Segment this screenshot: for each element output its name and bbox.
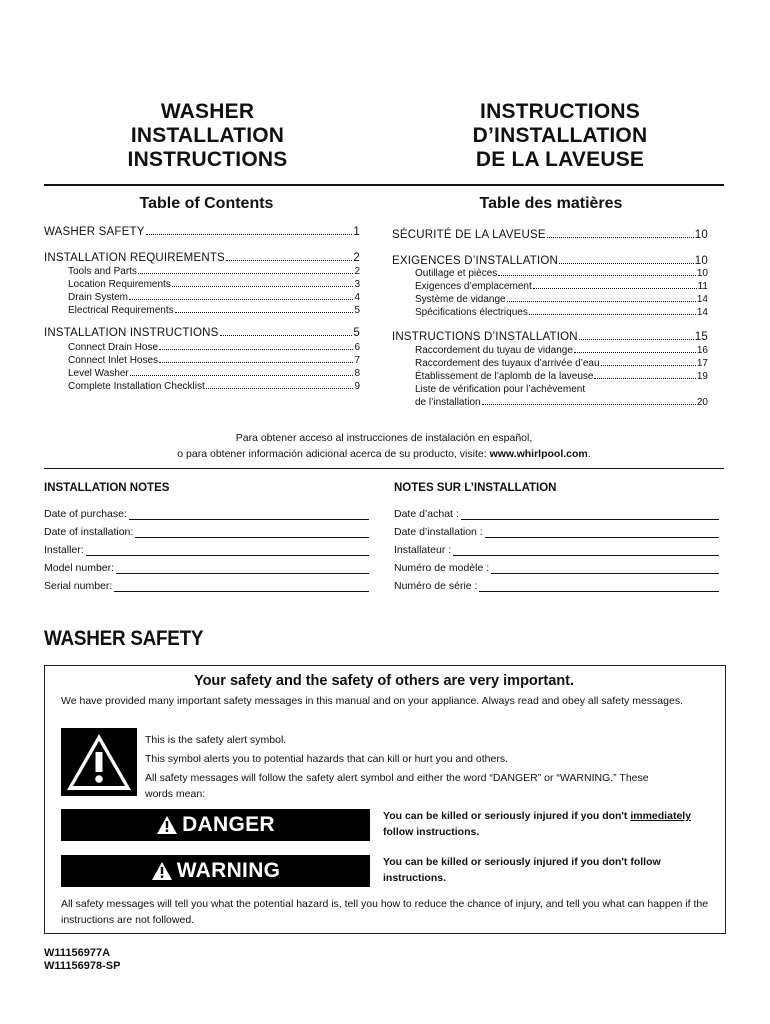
toc-entry-label: Tools and Parts xyxy=(68,266,137,277)
toc-subentry[interactable] xyxy=(415,281,708,292)
note-field-line xyxy=(116,563,369,574)
toc-entry-label: INSTALLATION INSTRUCTIONS xyxy=(44,327,219,339)
note-field[interactable] xyxy=(394,508,719,520)
toc-entry-label: Liste de vérification pour l’achèvement xyxy=(415,384,586,395)
note-field[interactable] xyxy=(44,544,369,556)
toc-entry-page: 10 xyxy=(694,229,708,241)
toc-entry-label: INSTALLATION REQUIREMENTS xyxy=(44,252,225,264)
toc-heading-en: Table of Contents xyxy=(139,195,274,212)
toc-entry-page: 20 xyxy=(696,397,708,408)
toc-entry-label: Raccordement du tuyau de vidange xyxy=(415,345,573,356)
note-field-line xyxy=(491,563,719,574)
toc-entry-page: 9 xyxy=(354,381,360,392)
toc-entry-page: 6 xyxy=(354,342,360,353)
toc-subentry[interactable] xyxy=(68,279,360,290)
installation-notes-heading-fr: NOTES SUR L’INSTALLATION xyxy=(394,482,557,494)
toc-entry-page: 19 xyxy=(696,371,708,382)
note-field-label: Date d’achat : xyxy=(394,508,459,520)
toc-entry[interactable] xyxy=(44,327,360,339)
danger-text-part: You can be killed or seriously injured if you don't xyxy=(383,810,631,822)
note-field[interactable] xyxy=(394,526,719,538)
toc-subentry[interactable] xyxy=(68,355,360,366)
note-field-label: Installateur : xyxy=(394,544,452,556)
toc-entry[interactable] xyxy=(44,226,360,238)
alert-line: This symbol alerts you to potential hazards that can kill or hurt you and others. xyxy=(145,753,509,765)
note-field-line xyxy=(485,527,719,538)
toc-entry-page: 17 xyxy=(696,358,708,369)
document-code: W11156978-SP xyxy=(44,960,121,972)
danger-label xyxy=(61,809,370,841)
toc-entry-page: 5 xyxy=(353,327,360,339)
whirlpool-link[interactable]: www.whirlpool.com xyxy=(489,448,588,460)
toc-subentry[interactable] xyxy=(415,371,708,382)
safety-box-heading: Your safety and the safety of others are very important. xyxy=(193,673,575,689)
toc-entry-page: 8 xyxy=(354,368,360,379)
title-fr-line: D’INSTALLATION xyxy=(472,124,648,147)
toc-entry-page: 3 xyxy=(354,279,360,290)
title-en xyxy=(90,100,325,172)
toc-subentry[interactable] xyxy=(68,368,360,379)
alert-line: All safety messages will follow the safety alert symbol and either the word “DANGER” or “WARNING.” These words mean: xyxy=(145,772,649,800)
toc-subentry[interactable] xyxy=(415,384,708,395)
title-en-line: WASHER xyxy=(160,100,255,123)
note-field[interactable] xyxy=(44,508,369,520)
title-en-line: INSTRUCTIONS xyxy=(127,148,288,171)
document-codes xyxy=(44,947,120,973)
toc-entry-page: 10 xyxy=(694,255,708,267)
note-field[interactable] xyxy=(394,562,719,574)
safety-alert-triangle-icon xyxy=(61,728,137,796)
toc-entry-label: Connect Drain Hose xyxy=(68,342,159,353)
toc-entry-page: 2 xyxy=(354,266,360,277)
toc-subentry[interactable] xyxy=(415,358,708,369)
toc-heading-fr: Table des matières xyxy=(479,195,623,212)
toc-subentry[interactable] xyxy=(68,266,360,277)
note-field-label: Model number: xyxy=(44,562,115,574)
note-field-line xyxy=(86,545,369,556)
note-field-label: Date d’installation : xyxy=(394,526,483,538)
washer-safety-title: WASHER SAFETY xyxy=(44,627,204,650)
toc-entry-label: Electrical Requirements xyxy=(68,305,174,316)
safety-alert-symbol xyxy=(61,728,137,796)
toc-entry-page: 7 xyxy=(354,355,360,366)
toc-entry-label: Location Requirements xyxy=(68,279,171,290)
note-field-line xyxy=(135,527,369,538)
toc-subentry[interactable] xyxy=(415,307,708,318)
top-divider xyxy=(44,184,724,186)
warning-alert-icon xyxy=(151,861,173,881)
toc-entry[interactable] xyxy=(44,252,360,264)
toc-entry-label: de l’installation xyxy=(415,397,481,408)
toc-entry-page: 16 xyxy=(696,345,708,356)
note-field-line xyxy=(129,509,369,520)
toc-entry[interactable] xyxy=(392,229,708,241)
spanish-note-period: . xyxy=(587,448,591,460)
toc-subentry[interactable] xyxy=(68,305,360,316)
warning-label xyxy=(61,855,370,887)
note-field-line xyxy=(479,581,719,592)
installation-notes-heading: INSTALLATION NOTES xyxy=(44,482,170,494)
toc-subentry[interactable] xyxy=(68,381,360,392)
toc-entry[interactable] xyxy=(392,255,708,267)
note-field-label: Installer: xyxy=(44,544,84,556)
warning-text: You can be killed or seriously injured if you don't follow instructions. xyxy=(383,856,661,884)
safety-footer: All safety messages will tell you what the potential hazard is, tell you how to reduce the chance of injury, and tell you what can happen if the instructions are not followed. xyxy=(61,898,709,926)
toc-entry-label: Level Washer xyxy=(68,368,129,379)
toc-subentry[interactable] xyxy=(415,268,708,279)
toc-entry-label: EXIGENCES D’INSTALLATION xyxy=(392,255,559,267)
document-code: W11156977A xyxy=(44,947,111,959)
spanish-note-line2 xyxy=(44,446,724,462)
toc-entry-label: Établissement de l’aplomb de la laveuse xyxy=(415,371,594,382)
danger-text xyxy=(383,808,718,840)
danger-word: DANGER xyxy=(182,813,275,836)
toc-subentry[interactable] xyxy=(68,342,360,353)
toc-entry-label: INSTRUCTIONS D’INSTALLATION xyxy=(392,331,578,343)
note-field[interactable] xyxy=(394,580,719,592)
toc-entry-label: Complete Installation Checklist xyxy=(68,381,205,392)
danger-text-part: follow instructions. xyxy=(383,826,480,838)
toc-entry-label: WASHER SAFETY xyxy=(44,226,145,238)
note-field-label: Serial number: xyxy=(44,580,113,592)
note-field-label: Date of installation: xyxy=(44,526,134,538)
toc-entry-page: 14 xyxy=(696,307,708,318)
note-field[interactable] xyxy=(44,526,369,538)
toc-entry-label: Raccordement des tuyaux d’arrivée d’eau xyxy=(415,358,600,369)
notes-divider xyxy=(44,468,724,469)
toc-entry-label: Outillage et pièces xyxy=(415,268,498,279)
note-field[interactable] xyxy=(44,580,369,592)
toc-entry-page: 2 xyxy=(353,252,360,264)
title-fr-line: INSTRUCTIONS xyxy=(480,100,640,123)
spanish-note-line1: Para obtener acceso al instrucciones de instalación en español, xyxy=(235,432,533,444)
toc-entry-label: Exigences d’emplacement xyxy=(415,281,532,292)
note-field-line xyxy=(453,545,719,556)
note-field-label: Numéro de modèle : xyxy=(394,562,490,574)
note-field-label: Numéro de série : xyxy=(394,580,478,592)
title-fr xyxy=(440,100,680,172)
title-fr-line: DE LA LAVEUSE xyxy=(475,148,645,171)
toc-entry-page: 4 xyxy=(354,292,360,303)
toc-subentry[interactable] xyxy=(415,294,708,305)
toc-entry-page: 15 xyxy=(694,331,708,343)
toc-entry-page: 11 xyxy=(697,281,708,292)
warning-word: WARNING xyxy=(176,859,281,882)
toc-entry[interactable] xyxy=(392,331,708,343)
note-field-label: Date of purchase: xyxy=(44,508,127,520)
spanish-note-text: o para obtener información adicional acerca de su producto, visite: xyxy=(177,448,490,460)
toc-entry-page: 1 xyxy=(353,226,360,238)
safety-intro: We have provided many important safety messages in this manual and on your appliance. Always read and obey all safety messages. xyxy=(61,695,683,707)
toc-entry-label: Connect Inlet Hoses xyxy=(68,355,159,366)
toc-subentry[interactable] xyxy=(415,345,708,356)
note-field[interactable] xyxy=(44,562,369,574)
toc-entry-page: 14 xyxy=(696,294,708,305)
alert-line: This is the safety alert symbol. xyxy=(145,734,287,746)
toc-subentry[interactable] xyxy=(415,397,708,408)
spanish-note xyxy=(44,430,724,462)
note-field-line xyxy=(461,509,719,520)
toc-entry-label: Spécifications électriques xyxy=(415,307,528,318)
toc-entry-label: Système de vidange xyxy=(415,294,506,305)
toc-entry-label: SÉCURITÉ DE LA LAVEUSE xyxy=(392,229,546,241)
toc-entry-label: Drain System xyxy=(68,292,129,303)
title-en-line: INSTALLATION xyxy=(130,124,285,147)
danger-text-emphasis: immediately xyxy=(630,810,692,822)
toc-entry-page: 10 xyxy=(696,268,708,279)
danger-alert-icon xyxy=(156,815,178,835)
toc-subentry[interactable] xyxy=(68,292,360,303)
toc-entry-page: 5 xyxy=(354,305,360,316)
note-field[interactable] xyxy=(394,544,719,556)
note-field-line xyxy=(114,581,369,592)
